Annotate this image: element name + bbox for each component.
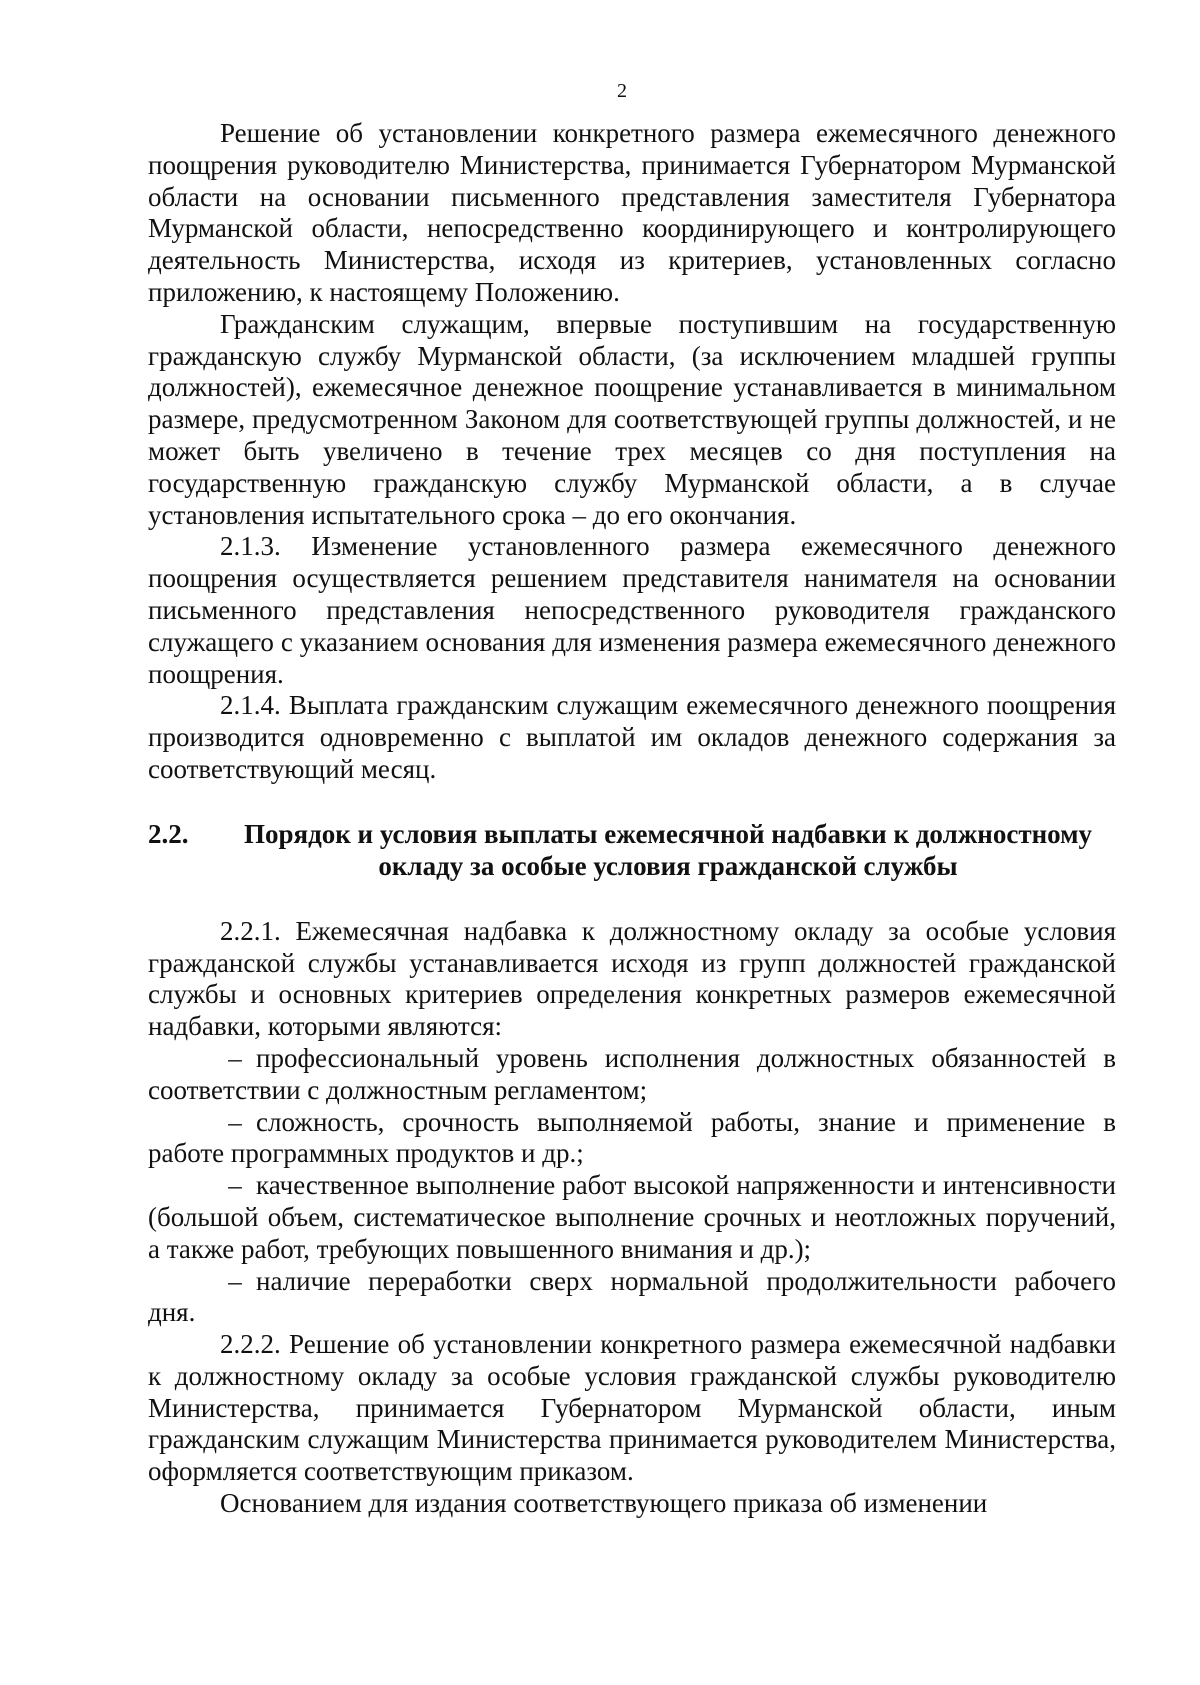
- bullet-dash: –: [228, 1265, 242, 1296]
- list-item-text: профессиональный уровень исполнения должностных обязанностей в соответствии с должностным регламентом;: [148, 1042, 1116, 1105]
- list-item: [148, 1107, 1116, 1171]
- list-item: [148, 1170, 1116, 1265]
- paragraph-new-employees: Гражданским служащим, впервые поступившим на государственную гражданскую службу Мурманской области, (за исключением младшей группы должностей), ежемесячное денежное поощрение устанавливается в минимальном размере, предусмотренном Законом для соответствующей группы должностей, и не может быть увеличено в течение трех месяцев со дня поступления на государственную гражданскую службу Мурманской области, а в случае установления испытательного срока – до его окончания.: [148, 308, 1116, 530]
- paragraph-basis: Основанием для издания соответствующего приказа об изменении: [220, 1488, 988, 1519]
- list-item: [148, 1266, 1116, 1330]
- page-number: 2: [617, 80, 627, 102]
- section-title: Порядок и условия выплаты ежемесячной надбавки к должностному окладу за особые условия гражданской службы: [243, 818, 1093, 881]
- paragraph-2-1-4: 2.1.4. Выплата гражданским служащим ежемесячного денежного поощрения производится одновременно с выплатой им окладов денежного содержания за соответствующий месяц.: [148, 690, 1116, 784]
- document-body: [148, 118, 1116, 1520]
- paragraph-2-1-3: 2.1.3. Изменение установленного размера ежемесячного денежного поощрения осуществляется решением представителя нанимателя на основании письменного представления непосредственного руководителя гражданского служащего с указанием основания для изменения размера ежемесячного денежного поощрения.: [148, 531, 1116, 689]
- bullet-dash: –: [228, 1042, 242, 1073]
- list-item-text: наличие переработки сверх нормальной продолжительности рабочего дня.: [148, 1265, 1116, 1328]
- section-heading-2-2: [148, 818, 1116, 882]
- list-item: [148, 1043, 1116, 1107]
- bullet-dash: –: [228, 1170, 242, 1201]
- list-item-text: качественное выполнение работ высокой напряженности и интенсивности (большой объем, систематическое выполнение срочных и неотложных поручений, а также работ, требующих повышенного внимания и др.);: [148, 1170, 1116, 1264]
- paragraph-2-2-2: 2.2.2. Решение об установлении конкретного размера ежемесячной надбавки к должностному окладу за особые условия гражданской службы руководителю Министерства, принимается Губернатором Мурманской области, иным гражданским служащим Министерства принимается руководителем Министерства, оформляется соответствующим приказом.: [148, 1329, 1116, 1487]
- bullet-dash: –: [228, 1106, 242, 1137]
- paragraph-governor-decision: Решение об установлении конкретного размера ежемесячного денежного поощрения руководителю Министерства, принимается Губернатором Мурманской области на основании письменного представления заместителя Губернатора Мурманской области, непосредственно координирующего и контролирующего деятельность Министерства, исходя из критериев, установленных согласно приложению, к настоящему Положению.: [148, 118, 1116, 307]
- section-number: 2.2.: [148, 818, 189, 849]
- list-item-text: сложность, срочность выполняемой работы, знание и применение в работе программных продуктов и др.;: [148, 1106, 1116, 1169]
- paragraph-2-2-1: 2.2.1. Ежемесячная надбавка к должностному окладу за особые условия гражданской службы устанавливается исходя из групп должностей гражданской службы и основных критериев определения конкретных размеров ежемесячной надбавки, которыми являются:: [148, 915, 1116, 1042]
